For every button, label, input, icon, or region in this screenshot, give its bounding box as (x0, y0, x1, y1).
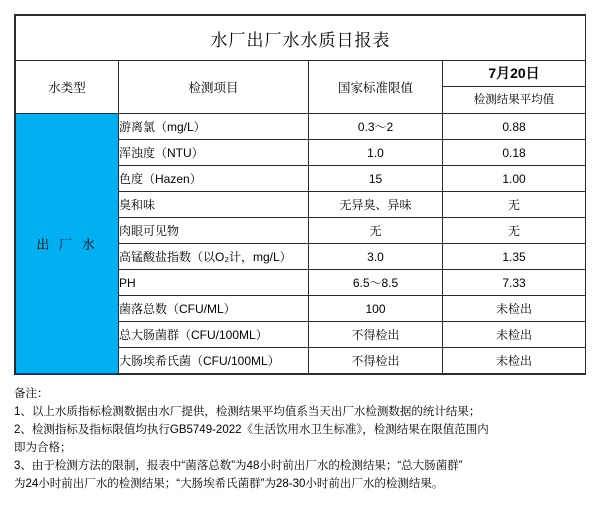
row-standard: 100 (309, 296, 443, 322)
row-item: 高锰酸盐指数（以O₂计，mg/L） (119, 244, 309, 270)
table-title-row (16, 16, 586, 61)
row-item: 大肠埃希氏菌（CFU/100ML） (119, 348, 309, 374)
page-title: 水厂出厂水水质日报表 (16, 16, 586, 61)
row-result: 7.33 (443, 270, 586, 296)
row-result: 无 (443, 218, 586, 244)
row-result: 无 (443, 192, 586, 218)
notes-line: 3、由于检测方法的限制，报表中“菌落总数”为48小时前出厂水的检测结果；“总大肠菌群” (14, 460, 463, 472)
row-result: 未检出 (443, 348, 586, 374)
row-standard: 3.0 (309, 244, 443, 270)
water-quality-report-table (15, 15, 586, 374)
notes-line: 2、检测指标及指标限值均执行GB5749-2022《生活饮用水卫生标准》，检测结果在限值范围内 (14, 424, 489, 436)
notes-title: 备注： (14, 388, 49, 400)
row-item: 游离氯（mg/L） (119, 114, 309, 140)
row-standard: 不得检出 (309, 322, 443, 348)
row-result: 未检出 (443, 322, 586, 348)
category-cell: 出 厂 水 (16, 114, 119, 374)
row-standard: 15 (309, 166, 443, 192)
row-result: 1.00 (443, 166, 586, 192)
report-table-frame (14, 14, 586, 375)
notes-line: 即为合格； (14, 442, 72, 454)
row-standard: 无异臭、异味 (309, 192, 443, 218)
row-item: PH (119, 270, 309, 296)
row-item: 浑浊度（NTU） (119, 140, 309, 166)
row-item: 菌落总数（CFU/ML） (119, 296, 309, 322)
row-result: 未检出 (443, 296, 586, 322)
header-date-group (443, 61, 586, 114)
row-standard: 0.3～2 (309, 114, 443, 140)
row-standard: 不得检出 (309, 348, 443, 374)
notes-section (14, 385, 586, 493)
row-item: 臭和味 (119, 192, 309, 218)
header-item: 检测项目 (119, 61, 309, 114)
header-date: 7月20日 (443, 61, 585, 87)
table-header-row (16, 61, 586, 114)
row-result: 0.88 (443, 114, 586, 140)
header-standard: 国家标准限值 (309, 61, 443, 114)
row-item: 肉眼可见物 (119, 218, 309, 244)
row-result: 0.18 (443, 140, 586, 166)
table-row (16, 114, 586, 140)
notes-line: 1、以上水质指标检测数据由水厂提供，检测结果平均值系当天出厂水检测数据的统计结果； (14, 406, 481, 418)
notes-line: 为24小时前出厂水的检测结果；“大肠埃希氏菌群”为28-30小时前出厂水的检测结果。 (14, 478, 444, 490)
row-item: 总大肠菌群（CFU/100ML） (119, 322, 309, 348)
row-standard: 6.5～8.5 (309, 270, 443, 296)
row-standard: 无 (309, 218, 443, 244)
row-result: 1.35 (443, 244, 586, 270)
header-category: 水类型 (16, 61, 119, 114)
header-result-label: 检测结果平均值 (473, 94, 555, 106)
row-item: 色度（Hazen） (119, 166, 309, 192)
row-standard: 1.0 (309, 140, 443, 166)
